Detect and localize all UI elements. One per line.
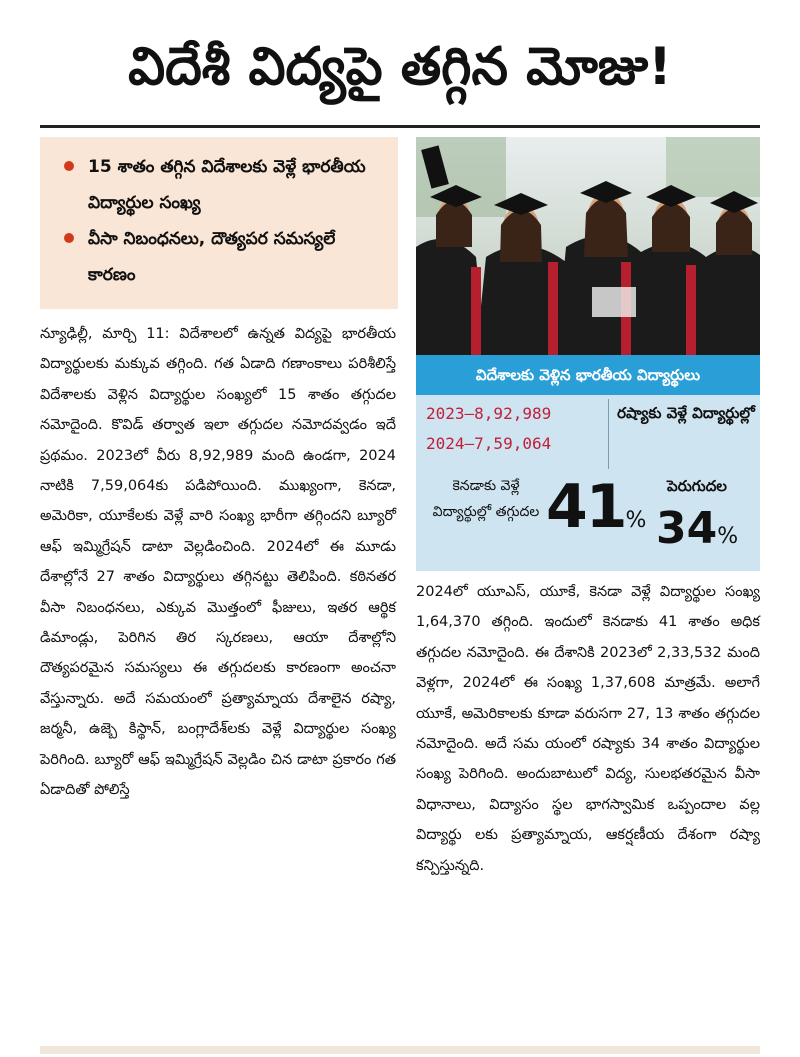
highlight-text: 15 శాతం తగ్గిన విదేశాలకు వెళ్లే భారతీయ విద్యార్థుల సంఖ్య — [88, 157, 366, 213]
highlights-box — [40, 137, 398, 309]
percent-sign: % — [625, 508, 645, 533]
russia-label: రష్యాకు వెళ్లే విద్యార్థుల్లో — [617, 404, 755, 422]
graduates-selfie-photo — [416, 137, 760, 355]
article-body-right: 2024లో యూఎస్, యూకే, కెనడా వెళ్లే విద్యార్థుల సంఖ్య 1,64,370 తగ్గింది. ఇందులో కెనడాకు 41 శాతం అధిక తగ్గుదల నమోదైంది. ఈ దేశానికి 2023లో 2,33,532 మంది వెళ్లగా, 2024లో ఈ సంఖ్య 1,37,608 మాత్రమే. అలాగే యూకే, అమెరికాలకు కూడా వరుసగా 27, 13 శాతం తగ్గుదల నమోదైంది. అదే సమ యంలో రష్యాకు 34 శాతం విద్యార్థుల సంఖ్య పెరిగింది. అందుబాటులో విద్య, సులభతరమైన వీసా విధానాలు, విద్యాసం స్థల భాగస్వామిక ఒప్పందాల వల్ల విద్యార్థు లకు ప్రత్యామ్నాయ, ఆకర్షణీయ దేశంగా రష్యా కన్పిస్తున్నది. — [416, 584, 760, 874]
russia-increase-value — [656, 503, 739, 554]
year-figures — [426, 399, 604, 459]
bullet-icon — [64, 233, 74, 243]
canada-decrease-value — [546, 472, 645, 542]
headline: విదేశీ విద్యపై తగ్గిన మోజు! — [128, 37, 672, 97]
highlight-text: వీసా నిబంధనలు, దౌత్యపర సమస్యలే కారణం — [88, 229, 336, 285]
year-2023-figure: 2023–8,92,989 — [426, 404, 552, 423]
stats-infobox — [416, 355, 760, 571]
highlight-item — [62, 149, 384, 221]
bottom-divider — [40, 1046, 760, 1054]
canada-value: 41 — [546, 472, 626, 542]
percent-sign: % — [717, 524, 739, 549]
stats-header: విదేశాలకు వెళ్లిన భారతీయ విద్యార్థులు — [416, 355, 760, 395]
stats-divider — [608, 399, 609, 469]
article-body-left: న్యూఢిల్లీ, మార్చి 11: విదేశాలలో ఉన్నత విద్యపై భారతీయ విద్యార్థులకు మక్కువ తగ్గింది. గత ఏడాది గణాంకాలు పరిశీలిస్తే విదేశాలకు వెళ్లిన విద్యార్థుల సంఖ్యలో 15 శాతం తగ్గుదల నమోదైంది. కొవిడ్ తర్వాత ఇలా తగ్గుదల నమోదవ్వడం ఇదే ప్రథమం. 2023లో వీరు 8,92,989 మంది ఉండగా, 2024 నాటికి 7,59,064కు పడిపోయింది. ముఖ్యంగా, కెనడా, అమెరికా, యూకేలకు వెళ్లే వారి సంఖ్య భారీగా తగ్గిందని బ్యూరో ఆఫ్ ఇమ్మిగ్రేషన్ డాటా వెల్లడించింది. 2024లో ఈ మూడు దేశాల్లోనే 27 శాతం విద్యార్థులు తగ్గినట్టు తెలిపింది. కఠినతర వీసా నిబంధనలు, ఎక్కువ మొత్తంలో ఫీజులు, ఇతర ఆర్థిక డిమాండ్లు, పెరిగిన తిర స్కరణలు, ఆయా దేశాల్లోని దౌత్యపరమైన సమస్యలు ఈ తగ్గుదలకు కారణంగా అంచనా వేస్తున్నారు. అదే సమయంలో ప్రత్యామ్నాయ దేశాలైన రష్యా, జర్మనీ, ఉజ్బె కిస్థాన్, బంగ్లాదేశ్‌లకు వెళ్లే విద్యార్థుల సంఖ్య పెరిగింది. బ్యూరో ఆఫ్ ఇమ్మిగ్రేషన్ వెల్లడిం చిన డాటా ప్రకారం గత ఏడాదితో పోలిస్తే — [40, 326, 396, 799]
russia-increase-label: పెరుగుదల — [667, 477, 727, 495]
headline-divider — [40, 125, 760, 128]
year-2024-figure: 2024–7,59,064 — [426, 434, 552, 453]
bullet-icon — [64, 161, 74, 171]
highlight-item — [62, 221, 384, 293]
photo-illustration — [416, 137, 760, 355]
russia-value: 34 — [656, 503, 718, 554]
canada-label: కెనడాకు వెళ్లే విద్యార్థుల్లో తగ్గుదల — [432, 478, 540, 520]
